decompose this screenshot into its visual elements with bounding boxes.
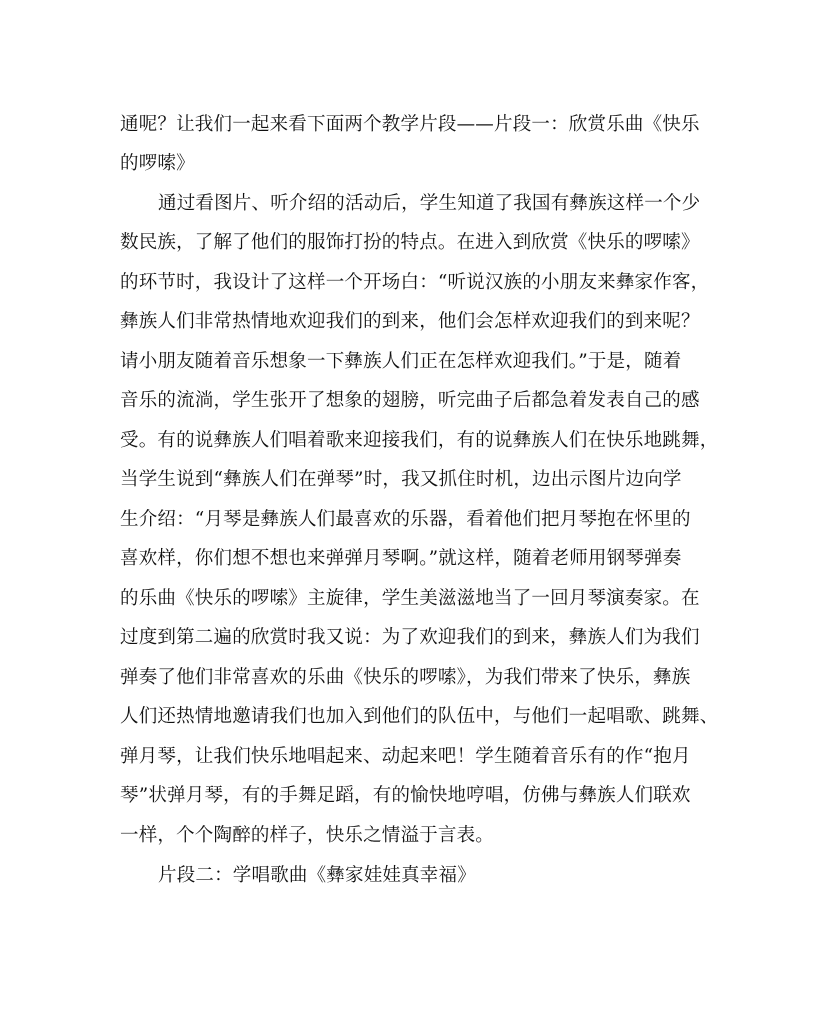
text-line: 音乐的流淌，学生张开了想象的翅膀，听完曲子后都急着发表自己的感	[120, 390, 700, 411]
text-line: 当学生说到“彝族人们在弹琴”时，我又抓住时机，边出示图片边向学	[120, 469, 682, 490]
text-line: 过度到第二遍的欣赏时我又说：为了欢迎我们的到来，彝族人们为我们	[120, 627, 700, 648]
text-line: 弹奏了他们非常喜欢的乐曲《快乐的啰嗦》，为我们带来了快乐，彝族	[120, 667, 691, 688]
section-heading: 片段二：学唱歌曲《彝家娃娃真幸福》	[158, 865, 476, 886]
text-line: 受。有的说彝族人们唱着歌来迎接我们，有的说彝族人们在快乐地跳舞，	[120, 430, 719, 451]
text-line: 人们还热情地邀请我们也加入到他们的队伍中，与他们一起唱歌、跳舞、	[120, 706, 719, 727]
text-line: 琴”状弹月琴，有的手舞足蹈，有的愉快地哼唱，仿佛与彝族人们联欢	[120, 785, 691, 806]
text-line: 数民族，了解了他们的服饰打扮的特点。在进入到欣赏《快乐的啰嗦》	[120, 232, 700, 253]
text-line: 请小朋友随着音乐想象一下彝族人们正在怎样欢迎我们。”于是，随着	[120, 351, 682, 372]
text-line: 生介绍：“月琴是彝族人们最喜欢的乐器，看着他们把月琴抱在怀里的	[120, 509, 691, 530]
text-line: 的乐曲《快乐的啰嗦》主旋律，学生美滋滋地当了一回月琴演奏家。在	[120, 588, 700, 609]
text-line: 喜欢样，你们想不想也来弹弹月琴啊。”就这样，随着老师用钢琴弹奏	[120, 548, 682, 569]
text-line: 的啰嗦》	[120, 153, 195, 174]
text-line: 的环节时，我设计了这样一个开场白：“听说汉族的小朋友来彝家作客，	[120, 272, 710, 293]
text-line: 彝族人们非常热情地欢迎我们的到来，他们会怎样欢迎我们的到来呢？	[120, 311, 700, 332]
text-line: 弹月琴，让我们快乐地唱起来、动起来吧！学生随着音乐有的作“抱月	[120, 746, 691, 767]
paragraph-first-line: 通过看图片、听介绍的活动后，学生知道了我国有彝族这样一个少	[158, 193, 701, 214]
text-line: 一样，个个陶醉的样子，快乐之情溢于言表。	[120, 825, 495, 846]
text-line: 通呢？让我们一起来看下面两个教学片段——片段一：欣赏乐曲《快乐	[120, 114, 700, 135]
